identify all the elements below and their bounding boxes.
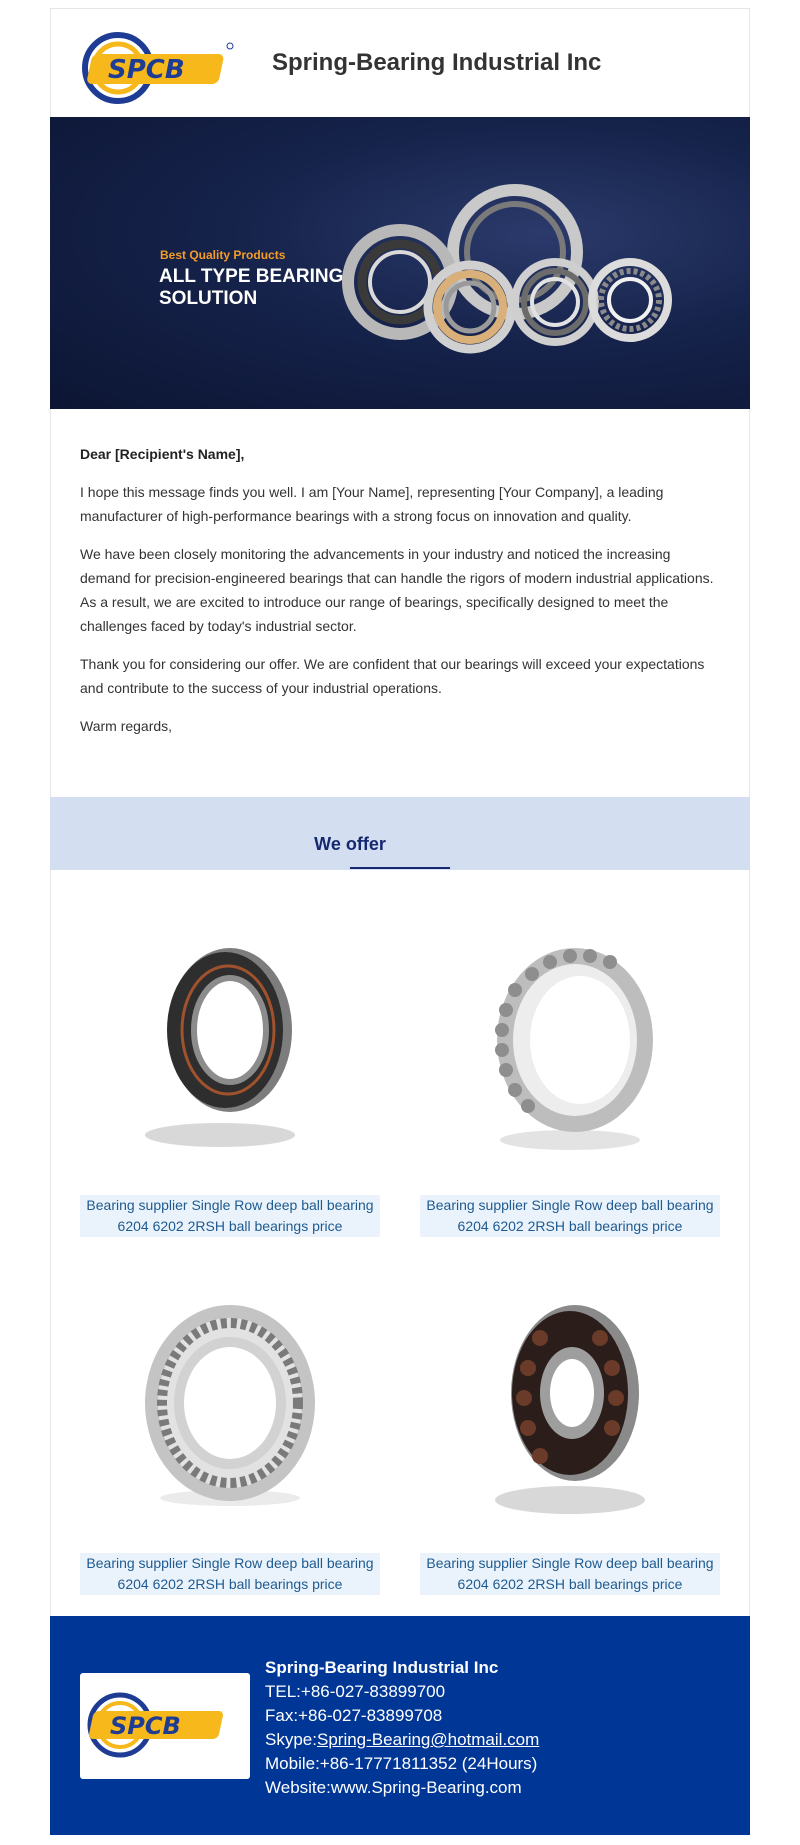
banner-headline <box>159 266 359 310</box>
footer-contact-info <box>265 1656 539 1800</box>
product-caption-1[interactable] <box>80 1195 380 1237</box>
banner-headline-line1: ALL TYPE BEARING <box>159 266 344 287</box>
footer-logo[interactable] <box>80 1673 250 1779</box>
email-footer <box>50 1616 750 1835</box>
product-caption-2[interactable] <box>420 1195 720 1237</box>
footer-tel: TEL:+86-027-83899700 <box>265 1682 446 1701</box>
footer-mobile: Mobile:+86-17771811352 (24Hours) <box>265 1754 538 1773</box>
product-caption-line2: 6204 6202 2RSH ball bearings price <box>457 1218 683 1234</box>
banner-headline-line2: SOLUTION <box>159 288 258 309</box>
email-header <box>50 8 750 117</box>
footer-skype-label: Skype: <box>265 1730 317 1749</box>
product-caption-line1: Bearing supplier Single Row deep ball bearing <box>86 1555 374 1571</box>
bearings-group-image <box>340 182 700 362</box>
product-caption-line1: Bearing supplier Single Row deep ball bearing <box>426 1197 714 1213</box>
footer-fax: Fax:+86-027-83899708 <box>265 1706 443 1725</box>
double-row-ball-bearing-image[interactable] <box>80 1288 380 1528</box>
product-caption-4[interactable] <box>420 1553 720 1595</box>
product-caption-line2: 6204 6202 2RSH ball bearings price <box>117 1218 343 1234</box>
letter-body <box>80 442 720 752</box>
letter-closing: Warm regards, <box>80 718 173 734</box>
letter-paragraph-2: We have been closely monitoring the advancements in your industry and noticed the increasing demand for precision-engineered bearings that can handle the rigors of modern industrial applications. As a result, we are excited to introduce our range of bearings, specifically designed to meet the challenges faced by today's industrial sector. <box>80 546 714 634</box>
letter-greeting: Dear [Recipient's Name], <box>80 446 245 462</box>
footer-skype <box>265 1728 539 1752</box>
company-title: Spring-Bearing Industrial Inc <box>272 49 602 76</box>
banner-tagline: Best Quality Products <box>160 248 286 262</box>
offer-title-underline <box>350 867 450 869</box>
footer-website[interactable]: Website:www.Spring-Bearing.com <box>265 1778 522 1797</box>
self-aligning-ball-bearing-image[interactable] <box>420 930 720 1170</box>
product-caption-line1: Bearing supplier Single Row deep ball bearing <box>86 1197 374 1213</box>
product-caption-3[interactable] <box>80 1553 380 1595</box>
offer-title: We offer <box>314 834 386 854</box>
angular-contact-bearing-image[interactable] <box>80 930 380 1170</box>
footer-company-name: Spring-Bearing Industrial Inc <box>265 1658 499 1677</box>
product-caption-line2: 6204 6202 2RSH ball bearings price <box>117 1576 343 1592</box>
product-caption-line1: Bearing supplier Single Row deep ball bearing <box>426 1555 714 1571</box>
svg-text:SPCB: SPCB <box>108 55 185 85</box>
letter-paragraph-3: Thank you for considering our offer. We are confident that our bearings will exceed your expectations and contribute to the success of your industrial operations. <box>80 656 705 696</box>
hero-banner <box>50 117 750 409</box>
open-deep-groove-bearing-image[interactable] <box>420 1288 720 1528</box>
svg-text:SPCB: SPCB <box>110 1712 181 1740</box>
product-caption-line2: 6204 6202 2RSH ball bearings price <box>457 1576 683 1592</box>
letter-paragraph-1: I hope this message finds you well. I am [Your Name], representing [Your Company], a leading manufacturer of high-performance bearings with a strong focus on innovation and quality. <box>80 484 664 524</box>
company-logo[interactable] <box>80 28 296 112</box>
footer-skype-link[interactable]: Spring-Bearing@hotmail.com <box>316 1730 540 1749</box>
